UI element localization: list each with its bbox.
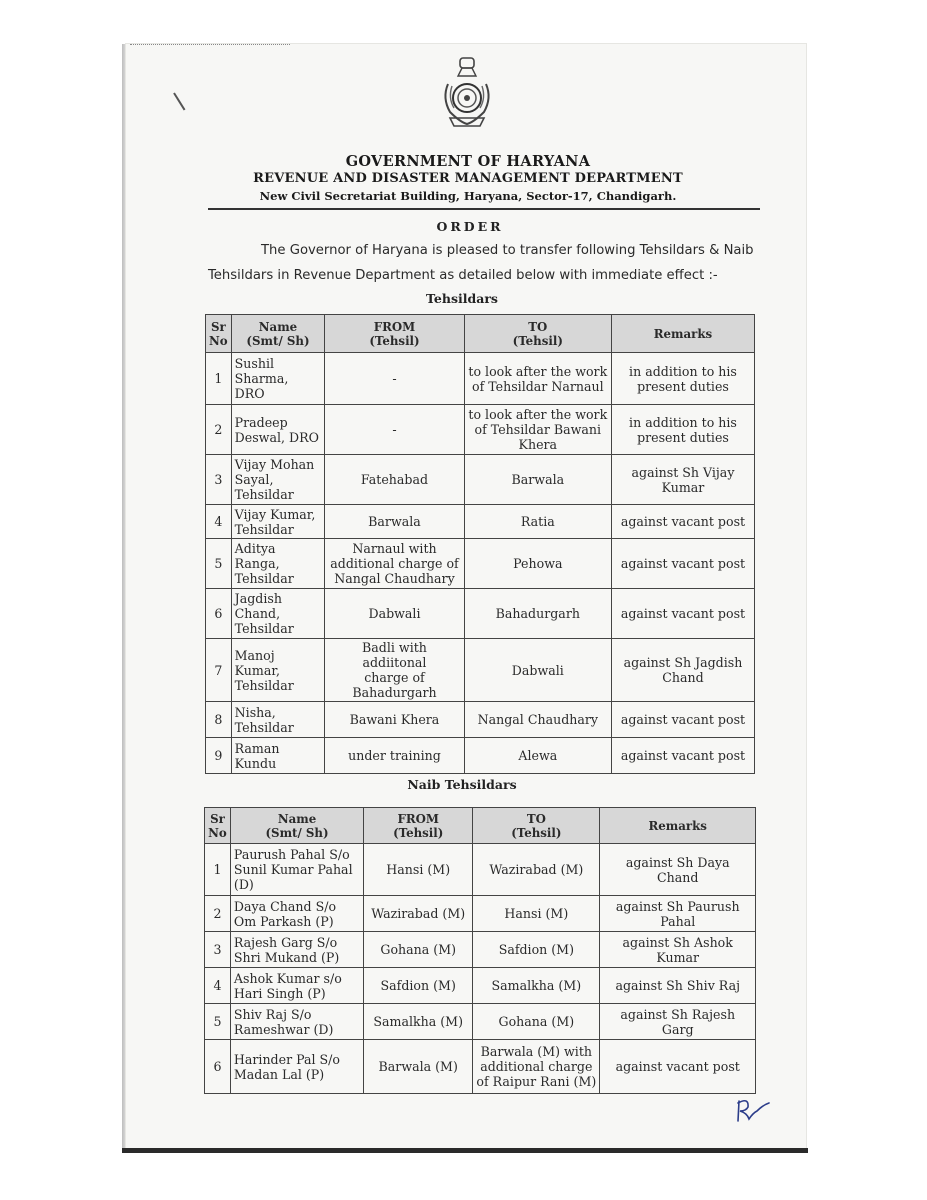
cell-remarks: against Sh Vijay Kumar xyxy=(611,455,754,505)
order-title: ORDER xyxy=(436,219,504,234)
cell-sr: 3 xyxy=(206,455,232,505)
table-row xyxy=(206,639,755,702)
col-header-sr: Sr No xyxy=(205,808,231,844)
cell-to: Barwala xyxy=(464,455,611,505)
cell-remarks: against Sh Jagdish Chand xyxy=(611,639,754,702)
cell-to: to look after the work of Tehsildar Narnaul xyxy=(464,353,611,405)
table-header-row xyxy=(206,315,755,353)
cell-to: Alewa xyxy=(464,738,611,774)
cell-name: Manoj Kumar, Tehsildar xyxy=(231,639,325,702)
cell-from: under training xyxy=(325,738,464,774)
col-header-from: FROM (Tehsil) xyxy=(364,808,473,844)
col-header-name: Name (Smt/ Sh) xyxy=(231,315,325,353)
cell-remarks: against Sh Paurush Pahal xyxy=(600,896,756,932)
cell-from: Badli with addiitonal charge of Bahadurgarh xyxy=(325,639,464,702)
col-header-from: FROM (Tehsil) xyxy=(325,315,464,353)
col-header-remarks: Remarks xyxy=(600,808,756,844)
cell-from: Narnaul with additional charge of Nangal Chaudhary xyxy=(325,539,464,589)
header-government: GOVERNMENT OF HARYANA xyxy=(345,153,591,170)
cell-name: Raman Kundu xyxy=(231,738,325,774)
cell-sr: 4 xyxy=(205,968,231,1004)
naib-tehsildars-section-title: Naib Tehsildars xyxy=(407,777,517,792)
cell-remarks: against vacant post xyxy=(611,505,754,539)
cell-remarks: in addition to his present duties xyxy=(611,405,754,455)
col-header-name: Name (Smt/ Sh) xyxy=(230,808,363,844)
cell-name: Vijay Mohan Sayal, Tehsildar xyxy=(231,455,325,505)
cell-sr: 5 xyxy=(206,539,232,589)
haryana-emblem-icon xyxy=(438,56,496,130)
cell-to: Barwala (M) with additional charge of Raipur Rani (M) xyxy=(473,1040,600,1094)
cell-from: Barwala xyxy=(325,505,464,539)
table-row xyxy=(206,539,755,589)
table-row xyxy=(206,455,755,505)
table-row xyxy=(206,589,755,639)
cell-name: Paurush Pahal S/o Sunil Kumar Pahal (D) xyxy=(230,844,363,896)
handwritten-initials xyxy=(733,1095,773,1127)
cell-remarks: against vacant post xyxy=(611,539,754,589)
cell-sr: 2 xyxy=(205,896,231,932)
cell-name: Vijay Kumar, Tehsildar xyxy=(231,505,325,539)
header-divider xyxy=(208,208,760,210)
intro-line-1: The Governor of Haryana is pleased to transfer following Tehsildars & Naib xyxy=(261,243,754,258)
col-header-sr: Sr No xyxy=(206,315,232,353)
table-row xyxy=(206,738,755,774)
cell-name: Nisha, Tehsildar xyxy=(231,702,325,738)
cell-to: Safdion (M) xyxy=(473,932,600,968)
cell-remarks: in addition to his present duties xyxy=(611,353,754,405)
col-header-to: TO (Tehsil) xyxy=(473,808,600,844)
cell-name: Jagdish Chand, Tehsildar xyxy=(231,589,325,639)
cell-remarks: against Sh Rajesh Garg xyxy=(600,1004,756,1040)
cell-sr: 5 xyxy=(205,1004,231,1040)
tehsildars-table xyxy=(205,314,755,774)
cell-to: Pehowa xyxy=(464,539,611,589)
cell-to: Ratia xyxy=(464,505,611,539)
cell-to: Gohana (M) xyxy=(473,1004,600,1040)
paper-top-edge xyxy=(130,44,290,51)
naib-tehsildars-table xyxy=(204,807,756,1094)
cell-to: Bahadurgarh xyxy=(464,589,611,639)
cell-remarks: against vacant post xyxy=(611,702,754,738)
col-header-remarks: Remarks xyxy=(611,315,754,353)
cell-from: Wazirabad (M) xyxy=(364,896,473,932)
cell-sr: 3 xyxy=(205,932,231,968)
cell-from: Barwala (M) xyxy=(364,1040,473,1094)
cell-name: Aditya Ranga, Tehsildar xyxy=(231,539,325,589)
cell-name: Harinder Pal S/o Madan Lal (P) xyxy=(230,1040,363,1094)
cell-from: - xyxy=(325,353,464,405)
cell-to: Samalkha (M) xyxy=(473,968,600,1004)
cell-from: - xyxy=(325,405,464,455)
cell-sr: 4 xyxy=(206,505,232,539)
table-header-row xyxy=(205,808,756,844)
table-row xyxy=(205,932,756,968)
cell-to: Wazirabad (M) xyxy=(473,844,600,896)
cell-from: Samalkha (M) xyxy=(364,1004,473,1040)
table-row xyxy=(205,1004,756,1040)
cell-name: Ashok Kumar s/o Hari Singh (P) xyxy=(230,968,363,1004)
cell-name: Rajesh Garg S/o Shri Mukand (P) xyxy=(230,932,363,968)
table-row xyxy=(205,968,756,1004)
cell-remarks: against Sh Shiv Raj xyxy=(600,968,756,1004)
cell-name: Shiv Raj S/o Rameshwar (D) xyxy=(230,1004,363,1040)
cell-name: Daya Chand S/o Om Parkash (P) xyxy=(230,896,363,932)
paper-bottom-shadow xyxy=(122,1148,808,1153)
cell-sr: 1 xyxy=(206,353,232,405)
cell-to: Dabwali xyxy=(464,639,611,702)
cell-sr: 6 xyxy=(205,1040,231,1094)
cell-from: Bawani Khera xyxy=(325,702,464,738)
cell-from: Fatehabad xyxy=(325,455,464,505)
table-row xyxy=(206,405,755,455)
cell-sr: 6 xyxy=(206,589,232,639)
cell-from: Hansi (M) xyxy=(364,844,473,896)
cell-remarks: against vacant post xyxy=(611,589,754,639)
cell-remarks: against vacant post xyxy=(611,738,754,774)
cell-name: Sushil Sharma, DRO xyxy=(231,353,325,405)
cell-remarks: against vacant post xyxy=(600,1040,756,1094)
cell-sr: 9 xyxy=(206,738,232,774)
cell-to: Hansi (M) xyxy=(473,896,600,932)
col-header-to: TO (Tehsil) xyxy=(464,315,611,353)
cell-to: to look after the work of Tehsildar Bawani Khera xyxy=(464,405,611,455)
cell-sr: 1 xyxy=(205,844,231,896)
intro-line-2: Tehsildars in Revenue Department as detailed below with immediate effect :- xyxy=(208,268,718,283)
table-row xyxy=(206,505,755,539)
table-row xyxy=(205,896,756,932)
table-row xyxy=(206,353,755,405)
cell-from: Dabwali xyxy=(325,589,464,639)
table-row xyxy=(206,702,755,738)
table-row xyxy=(205,844,756,896)
cell-to: Nangal Chaudhary xyxy=(464,702,611,738)
cell-from: Safdion (M) xyxy=(364,968,473,1004)
tehsildars-section-title: Tehsildars xyxy=(426,291,498,306)
table-row xyxy=(205,1040,756,1094)
cell-sr: 2 xyxy=(206,405,232,455)
cell-sr: 8 xyxy=(206,702,232,738)
cell-remarks: against Sh Daya Chand xyxy=(600,844,756,896)
header-department: REVENUE AND DISASTER MANAGEMENT DEPARTMENT xyxy=(253,171,683,186)
cell-remarks: against Sh Ashok Kumar xyxy=(600,932,756,968)
header-address: New Civil Secretariat Building, Haryana, Sector-17, Chandigarh. xyxy=(259,189,677,203)
cell-from: Gohana (M) xyxy=(364,932,473,968)
cell-name: Pradeep Deswal, DRO xyxy=(231,405,325,455)
cell-sr: 7 xyxy=(206,639,232,702)
